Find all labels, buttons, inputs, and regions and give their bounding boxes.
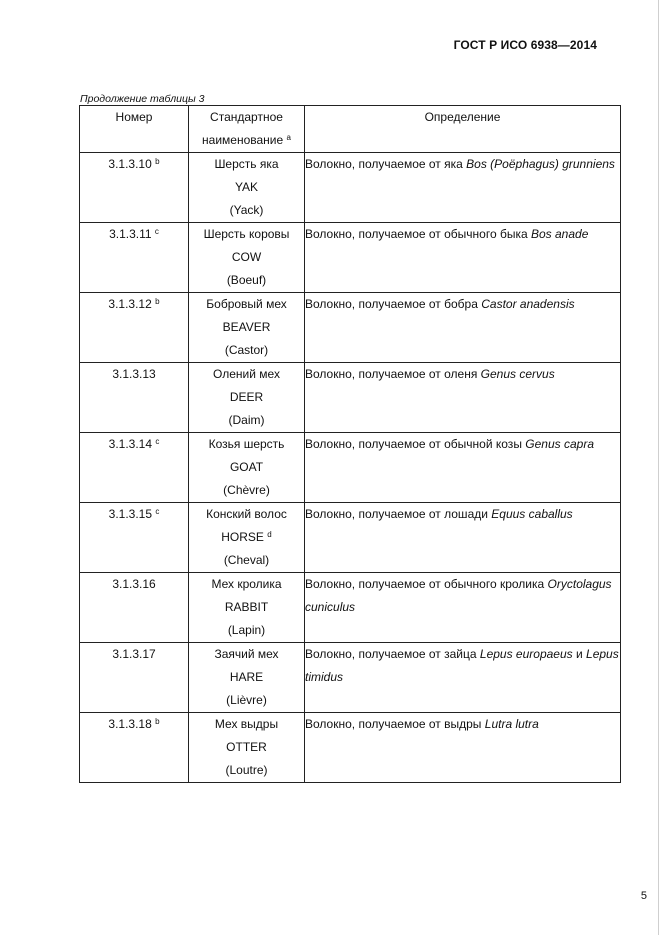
name-english-footnote: d <box>267 530 272 539</box>
name-russian: Мех кролика <box>211 577 282 591</box>
header-standard-name <box>189 106 305 153</box>
term-number-footnote: b <box>155 297 160 306</box>
table-row <box>80 153 621 223</box>
term-number: 3.1.3.12 <box>108 297 152 311</box>
definition-latin-name: Bos (Poëphagus) grunniens <box>466 157 615 171</box>
header-number-label: Номер <box>115 110 153 124</box>
name-english: COW <box>231 250 262 264</box>
term-number: 3.1.3.14 <box>108 437 153 451</box>
definition-latin-name: Genus capra <box>525 437 594 451</box>
name-russian: Бобровый мех <box>206 297 287 311</box>
definition-latin-name: Bos anade <box>531 227 589 241</box>
name-english: GOAT <box>229 460 264 474</box>
table-row <box>80 643 621 713</box>
name-russian: Мех выдры <box>214 717 279 731</box>
term-number-footnote: b <box>155 157 160 166</box>
cell-standard-name <box>189 713 305 783</box>
cell-number <box>80 573 189 643</box>
cell-number <box>80 153 189 223</box>
definition-conjunction: и <box>572 647 587 661</box>
table-row <box>80 223 621 293</box>
definition-latin-name: Genus cervus <box>480 367 555 381</box>
name-english: OTTER <box>226 740 267 754</box>
name-russian: Шерсть коровы <box>203 227 290 241</box>
cell-definition <box>305 223 621 293</box>
name-russian: Заячий мех <box>214 647 279 661</box>
cell-standard-name <box>189 573 305 643</box>
header-number <box>80 106 189 153</box>
cell-standard-name <box>189 363 305 433</box>
name-english-line <box>189 666 304 689</box>
table-row <box>80 573 621 643</box>
name-english-line <box>189 316 304 339</box>
name-english: HARE <box>229 670 264 684</box>
name-french: (Chèvre) <box>223 483 270 497</box>
name-english: HORSE <box>221 530 264 544</box>
name-french: (Yack) <box>229 203 264 217</box>
table-header-row <box>80 106 621 153</box>
name-english: RABBIT <box>224 600 269 614</box>
definition-latin-name: Oryctolagus cuniculus <box>305 577 612 614</box>
name-english-line <box>189 246 304 269</box>
name-english: BEAVER <box>222 320 271 334</box>
name-english-line <box>189 456 304 479</box>
page-number: 5 <box>640 890 647 902</box>
cell-number <box>80 643 189 713</box>
header-definition-label: Определение <box>424 110 501 124</box>
definition-latin-name-2: Lepus timidus <box>305 647 619 684</box>
cell-number <box>80 363 189 433</box>
cell-standard-name <box>189 293 305 363</box>
table-row <box>80 293 621 363</box>
name-french: (Lapin) <box>227 623 266 637</box>
term-number-footnote: c <box>155 507 160 516</box>
table-row <box>80 713 621 783</box>
name-french: (Castor) <box>224 343 269 357</box>
definition-latin-name: Lepus europaeus <box>479 647 573 661</box>
cell-standard-name <box>189 503 305 573</box>
name-french: (Loutre) <box>225 763 268 777</box>
term-number: 3.1.3.17 <box>112 647 156 661</box>
cell-definition <box>305 573 621 643</box>
name-russian: Шерсть яка <box>214 157 279 171</box>
term-number: 3.1.3.10 <box>108 157 152 171</box>
cell-definition <box>305 643 621 713</box>
name-russian: Конский волос <box>206 507 287 521</box>
header-name-line1: Стандартное <box>210 110 283 124</box>
term-number-footnote: c <box>154 227 159 236</box>
header-name-footnote: а <box>286 133 291 142</box>
cell-definition <box>305 713 621 783</box>
name-russian: Олений мех <box>213 367 280 381</box>
name-french: (Daim) <box>228 413 265 427</box>
name-english-line <box>189 176 304 199</box>
cell-standard-name <box>189 153 305 223</box>
cell-standard-name <box>189 643 305 713</box>
cell-definition <box>305 293 621 363</box>
term-number: 3.1.3.16 <box>112 577 156 591</box>
name-english-line <box>189 596 304 619</box>
table-row <box>80 503 621 573</box>
term-number: 3.1.3.15 <box>108 507 153 521</box>
cell-number <box>80 293 189 363</box>
definition-text: Волокно, получаемое от лошади <box>305 507 492 521</box>
header-name-line2 <box>189 129 304 152</box>
name-english-line <box>189 736 304 759</box>
name-french: (Boeuf) <box>226 273 267 287</box>
name-french: (Lièvre) <box>226 693 267 707</box>
definition-text: Волокно, получаемое от оленя <box>305 367 481 381</box>
table-row <box>80 363 621 433</box>
cell-definition <box>305 363 621 433</box>
term-number: 3.1.3.18 <box>108 717 152 731</box>
name-english: DEER <box>229 390 264 404</box>
name-russian: Козья шерсть <box>208 437 285 451</box>
term-number-footnote: b <box>155 717 160 726</box>
definition-latin-name: Castor anadensis <box>481 297 575 311</box>
name-french: (Cheval) <box>223 553 270 567</box>
header-name-line2-text: наименование <box>202 133 284 147</box>
table-caption: Продолжение таблицы 3 <box>80 93 205 105</box>
cell-number <box>80 503 189 573</box>
cell-definition <box>305 153 621 223</box>
definition-text: Волокно, получаемое от обычной козы <box>305 437 526 451</box>
name-english-line <box>189 526 304 549</box>
cell-standard-name <box>189 433 305 503</box>
cell-standard-name <box>189 223 305 293</box>
term-number: 3.1.3.13 <box>112 367 156 381</box>
definition-text: Волокно, получаемое от зайца <box>305 647 480 661</box>
cell-number <box>80 713 189 783</box>
header-definition <box>305 106 621 153</box>
term-number-footnote: c <box>155 437 160 446</box>
page-edge-line <box>658 0 659 935</box>
definition-latin-name: Lutra lutra <box>484 717 539 731</box>
cell-definition <box>305 503 621 573</box>
document-code: ГОСТ Р ИСО 6938—2014 <box>453 38 597 52</box>
definition-text: Волокно, получаемое от яка <box>305 157 467 171</box>
definition-text: Волокно, получаемое от выдры <box>305 717 485 731</box>
name-english: YAK <box>234 180 259 194</box>
definition-text: Волокно, получаемое от бобра <box>305 297 482 311</box>
definition-text: Волокно, получаемое от обычного быка <box>305 227 531 241</box>
table-row <box>80 433 621 503</box>
cell-number <box>80 223 189 293</box>
definition-latin-name: Equus caballus <box>491 507 573 521</box>
definition-text: Волокно, получаемое от обычного кролика <box>305 577 548 591</box>
name-english-line <box>189 386 304 409</box>
cell-number <box>80 433 189 503</box>
cell-definition <box>305 433 621 503</box>
fiber-names-table <box>79 105 621 783</box>
term-number: 3.1.3.11 <box>109 227 152 241</box>
